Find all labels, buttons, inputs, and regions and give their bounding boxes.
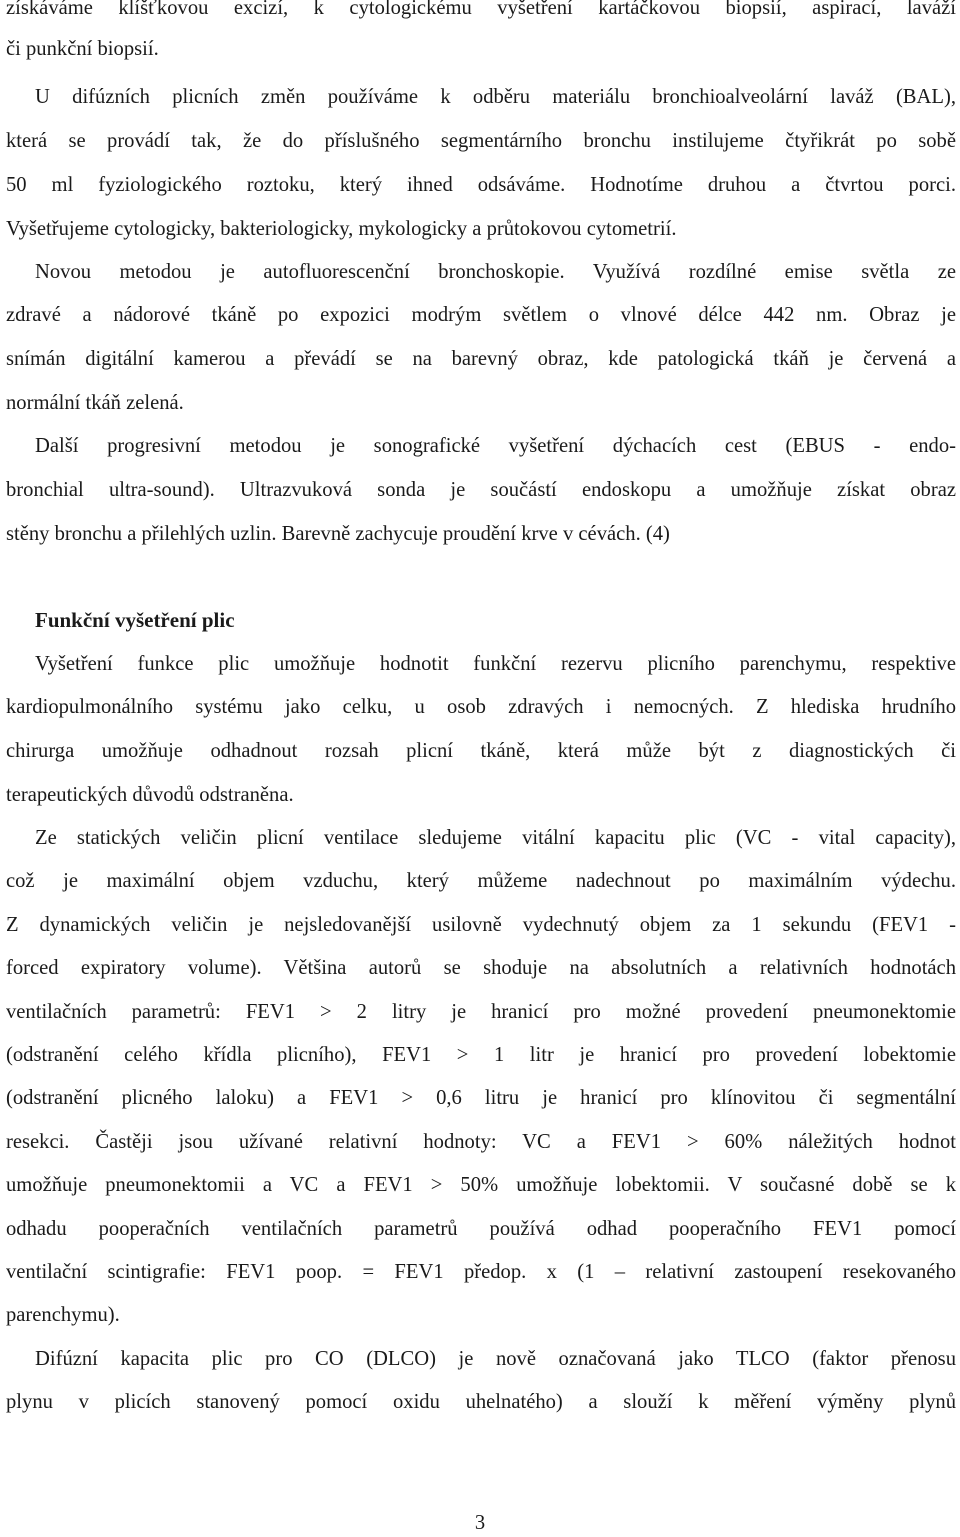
text-line: forced expiratory volume). Většina autorů se shoduje na absolutních a relativních hodnotách	[6, 957, 956, 979]
text-line: Další progresivní metodou je sonografické vyšetření dýchacích cest (EBUS - endo-	[35, 435, 956, 457]
text-line: normální tkáň zelená.	[6, 392, 184, 414]
text-line: resekci. Častěji jsou užívané relativní hodnoty: VC a FEV1 > 60% náležitých hodnot	[6, 1131, 956, 1153]
text-line: Vyšetření funkce plic umožňuje hodnotit funkční rezervu plicního parenchymu, respektive	[35, 653, 956, 675]
text-line: parenchymu).	[6, 1304, 120, 1326]
text-line: 50 ml fyziologického roztoku, který ihned odsáváme. Hodnotíme druhou a čtvrtou porci.	[6, 174, 956, 196]
text-line: která se provádí tak, že do příslušného segmentárního bronchu instilujeme čtyřikrát po sobě	[6, 130, 956, 152]
section-heading: Funkční vyšetření plic	[35, 608, 235, 632]
text-line: (odstranění plicného laloku) a FEV1 > 0,6 litru je hranicí pro klínovitou či segmentální	[6, 1087, 956, 1109]
text-line: (odstranění celého křídla plicního), FEV1 > 1 litr je hranicí pro provedení lobektomie	[6, 1044, 956, 1066]
text-line: zdravé a nádorové tkáně po expozici modrým světlem o vlnové délce 442 nm. Obraz je	[6, 304, 956, 326]
text-line: Z dynamických veličin je nejsledovanější usilovně vydechnutý objem za 1 sekundu (FEV1 -	[6, 914, 956, 936]
text-line: chirurga umožňuje odhadnout rozsah plicní tkáně, která může být z diagnostických či	[6, 740, 956, 762]
page-number: 3	[474, 1512, 486, 1534]
text-line: plynu v plicích stanovený pomocí oxidu uhelnatého) a slouží k měření výměny plynů	[6, 1391, 956, 1413]
text-line: U difúzních plicních změn používáme k odběru materiálu bronchioalveolární laváž (BAL),	[35, 86, 956, 108]
text-line: Difúzní kapacita plic pro CO (DLCO) je nově označovaná jako TLCO (faktor přenosu	[35, 1348, 956, 1370]
text-line: umožňuje pneumonektomii a VC a FEV1 > 50% umožňuje lobektomii. V současné době se k	[6, 1174, 956, 1196]
text-line: ventilační scintigrafie: FEV1 poop. = FEV1 předop. x (1 – relativní zastoupení resekovaného	[6, 1261, 956, 1283]
text-line: bronchial ultra-sound). Ultrazvuková sonda je součástí endoskopu a umožňuje získat obraz	[6, 479, 956, 501]
text-line: Ze statických veličin plicní ventilace sledujeme vitální kapacitu plic (VC - vital capacity),	[35, 827, 956, 849]
text-line: Novou metodou je autofluorescenční bronchoskopie. Využívá rozdílné emise světla ze	[35, 261, 956, 283]
text-line: kardiopulmonálního systému jako celku, u osob zdravých i nemocných. Z hlediska hrudního	[6, 696, 956, 718]
text-line: což je maximální objem vzduchu, který můžeme nadechnout po maximálním výdechu.	[6, 870, 956, 892]
text-line: stěny bronchu a přilehlých uzlin. Barevně zachycuje proudění krve v cévách. (4)	[6, 523, 670, 545]
text-line: získáváme klíšťkovou excizí, k cytologickému vyšetření kartáčkovou biopsií, aspirací, laváží	[6, 0, 956, 19]
text-line: ventilačních parametrů: FEV1 > 2 litry je hranicí pro možné provedení pneumonektomie	[6, 1001, 956, 1023]
text-line: či punkční biopsií.	[6, 38, 159, 60]
text-line: terapeutických důvodů odstraněna.	[6, 784, 294, 806]
text-line: snímán digitální kamerou a převádí se na barevný obraz, kde patologická tkáň je červená a	[6, 348, 956, 370]
text-line: odhadu pooperačních ventilačních parametrů používá odhad pooperačního FEV1 pomocí	[6, 1218, 956, 1240]
text-line: Vyšetřujeme cytologicky, bakteriologicky, mykologicky a průtokovou cytometrií.	[6, 218, 677, 240]
